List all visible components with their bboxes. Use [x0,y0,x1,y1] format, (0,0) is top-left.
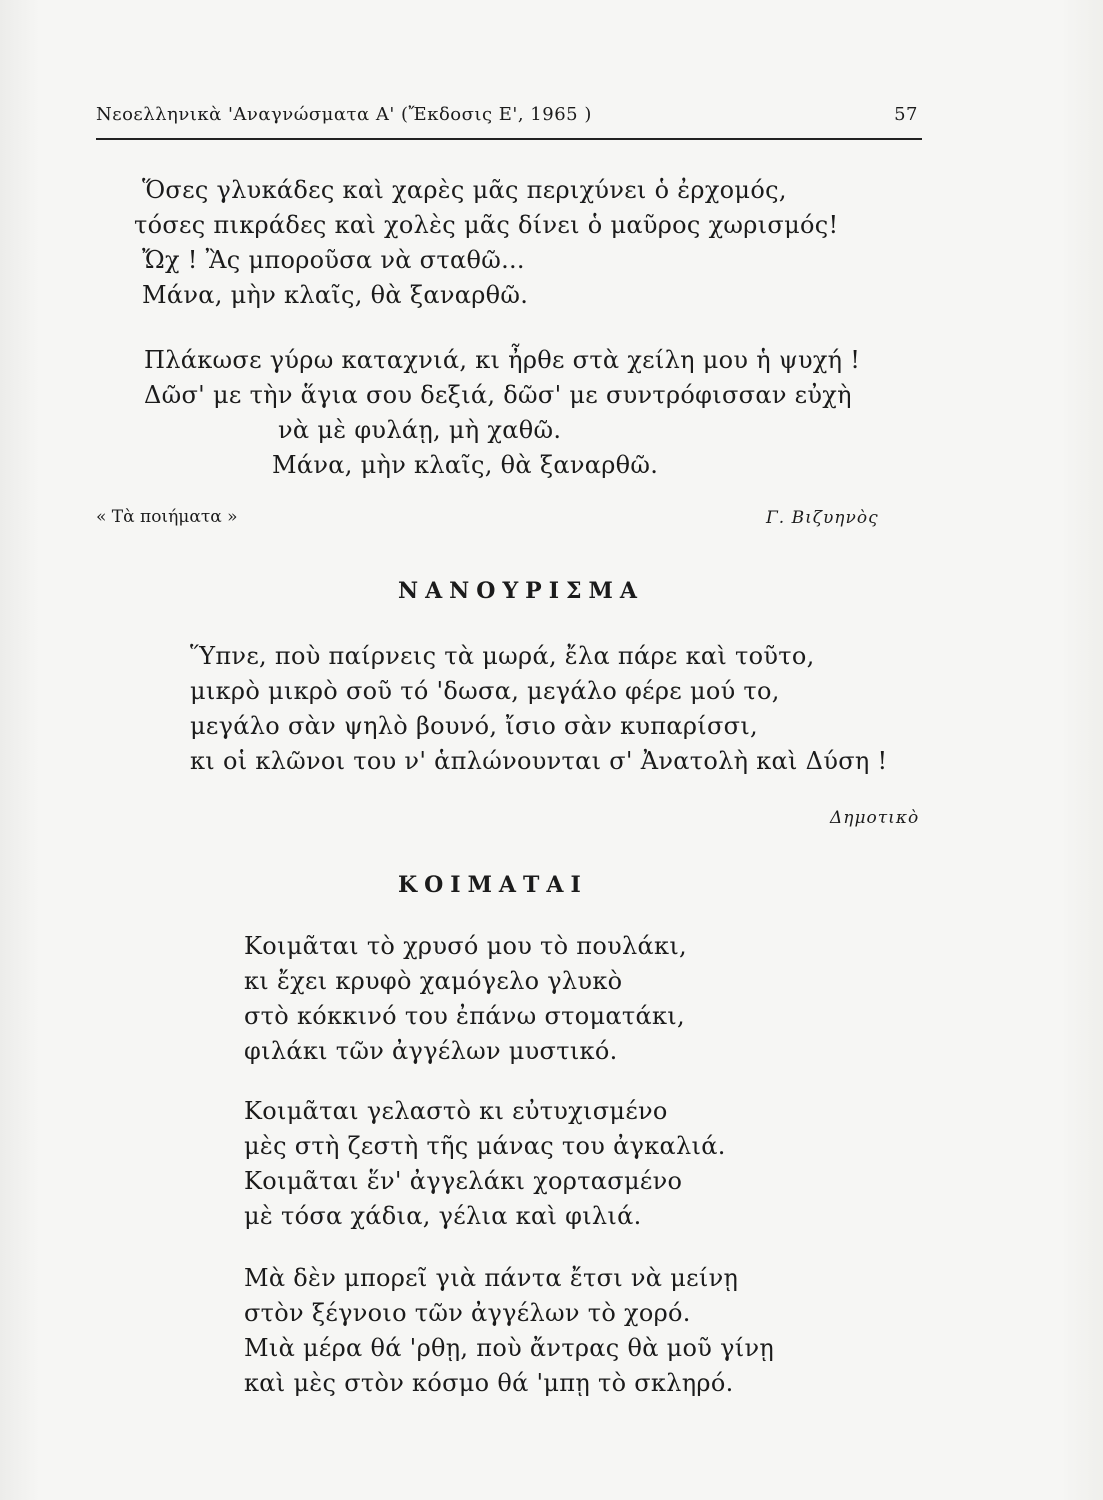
verse-line: στὸν ξέγνοιο τῶν ἀγγέλων τὸ χορό. [244,1299,691,1327]
verse-line: Δῶσ' με τὴν ἅγια σου δεξιά, δῶσ' με συντρόφισσαν εὐχὴ [144,381,852,409]
poem1-author: Γ. Βιζυηνὸς [766,508,879,528]
verse-line: κι ἔχει κρυφὸ χαμόγελο γλυκὸ [244,967,623,995]
poem1-stanza1 [134,172,846,312]
poem2-lines [190,638,887,778]
verse-line: Ὕπνε, ποὺ παίρνεις τὰ μωρά, ἔλα πάρε καὶ τοῦτο, [190,642,815,670]
verse-line: τόσες πικράδες καὶ χολὲς μᾶς δίνει ὁ μαῦρος χωρισμός! [134,211,839,239]
verse-line: μὲς στὴ ζεστὴ τῆς μάνας του ἀγκαλιά. [244,1132,726,1160]
poem2-title: ΝΑΝΟΥΡΙΣΜΑ [398,578,644,604]
verse-line: Μὰ δὲν μπορεῖ γιὰ πάντα ἔτσι νὰ μείνῃ [244,1264,739,1292]
poem3-title: ΚΟΙΜΑΤΑΙ [398,872,588,898]
header-rule [96,138,922,140]
verse-line: Μάνα, μὴν κλαῖς, θὰ ξαναρθῶ. [272,451,659,479]
poem1-source: « Τὰ ποιήματα » [96,507,238,527]
page-number: 57 [894,104,918,125]
verse-line: Πλάκωσε γύρω καταχνιά, κι ἦρθε στὰ χείλη μου ἡ ψυχή ! [144,346,861,374]
header-title: Νεοελληνικὰ 'Αναγνώσματα Α' (Ἔκδοσις Ε', 1965 ) [96,104,592,125]
verse-line: Ὅσες γλυκάδες καὶ χαρὲς μᾶς περιχύνει ὁ ἐρχομός, [142,176,787,204]
poem1-stanza2 [144,342,860,482]
verse-line: νὰ μὲ φυλάῃ, μὴ χαθῶ. [278,416,562,444]
verse-line: στὸ κόκκινό του ἐπάνω στοματάκι, [244,1002,685,1030]
poem3-stanza2 [244,1093,726,1233]
verse-line: καὶ μὲς στὸν κόσμο θά 'μπῃ τὸ σκληρό. [244,1369,734,1397]
poem3-stanza1 [244,928,687,1068]
verse-line: κι οἱ κλῶνοι του ν' ἁπλώνουνται σ' Ἀνατολὴ καὶ Δύση ! [190,747,888,775]
verse-line: Μάνα, μὴν κλαῖς, θὰ ξαναρθῶ. [142,281,529,309]
verse-line: φιλάκι τῶν ἀγγέλων μυστικό. [244,1037,618,1065]
verse-line: μικρὸ μικρὸ σοῦ τό 'δωσα, μεγάλο φέρε μού το, [190,677,780,705]
verse-line: μεγάλο σὰν ψηλὸ βουνό, ἴσιο σὰν κυπαρίσσι, [190,712,758,740]
poem3-stanza3 [244,1260,774,1400]
running-header [96,100,926,130]
verse-line: Μιὰ μέρα θά 'ρθῃ, ποὺ ἄντρας θὰ μοῦ γίνῃ [244,1334,775,1362]
verse-line: Κοιμᾶται γελαστὸ κι εὐτυχισμένο [244,1097,668,1125]
poem2-author: Δημοτικὸ [830,808,920,828]
verse-line: Ὤχ ! Ἂς μποροῦσα νὰ σταθῶ... [142,246,525,274]
verse-line: μὲ τόσα χάδια, γέλια καὶ φιλιά. [244,1202,642,1230]
verse-line: Κοιμᾶται τὸ χρυσό μου τὸ πουλάκι, [244,932,687,960]
verse-line: Κοιμᾶται ἕν' ἀγγελάκι χορτασμένο [244,1167,683,1195]
